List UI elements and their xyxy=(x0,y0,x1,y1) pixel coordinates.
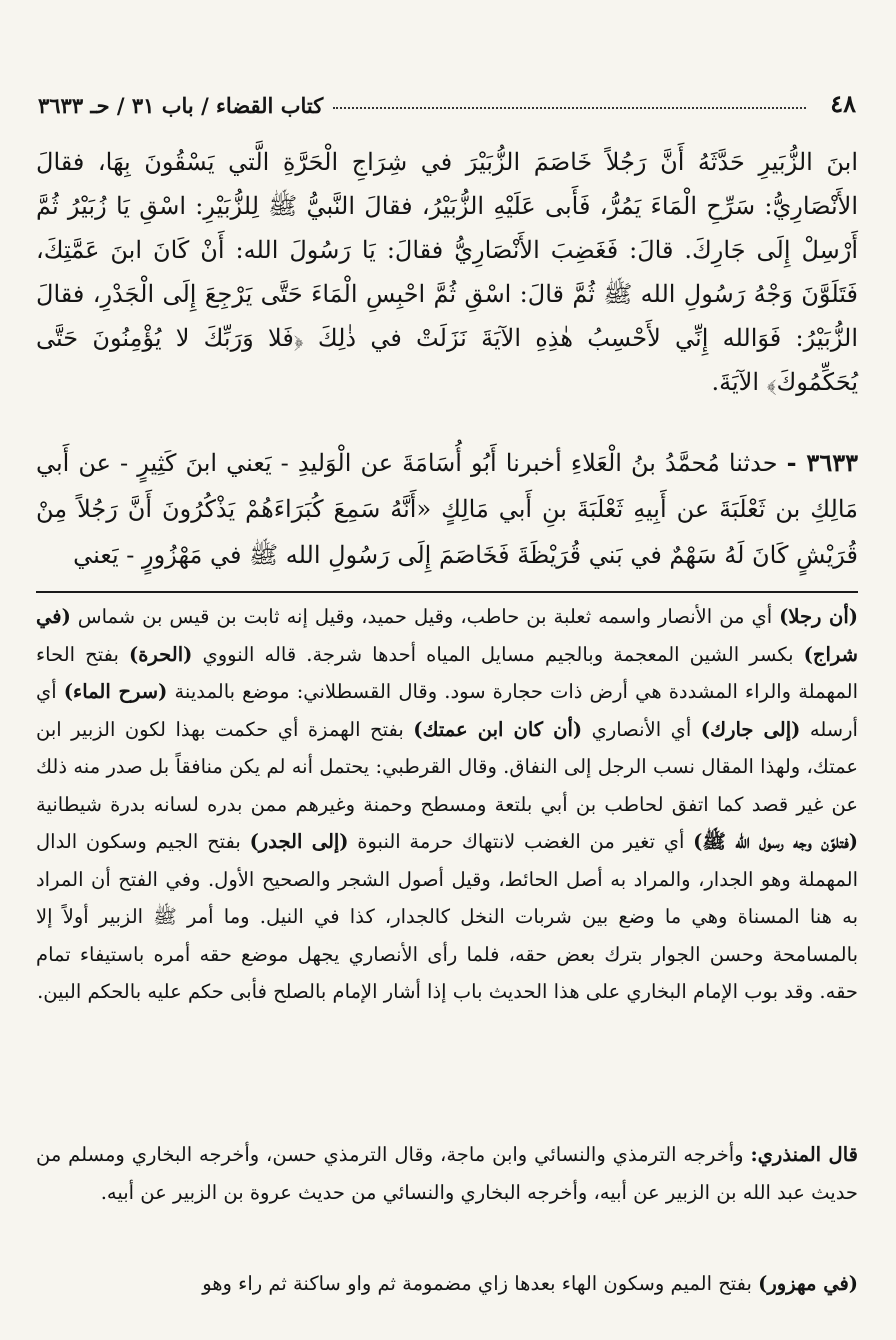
text-segment: أي الأنصاري xyxy=(582,717,701,741)
text-segment: وأخرجه الترمذي والنسائي وابن ماجة، وقال الترمذي حسن، وأخرجه البخاري ومسلم من حديث عبد الله بن الزبير عن أبيه، وأخرجه البخاري والنسائي من حديث عروة بن الزبير عن أبيه. xyxy=(36,1143,858,1204)
text-segment: بفتح الحاء المهملة والراء المشددة هي أرض ذات حجارة سود. وقال القسطلاني: موضع بالمدينة xyxy=(36,642,858,703)
text-segment: بكسر الشين المعجمة وبالجيم مسايل المياه أحدها شرجة. قاله النووي xyxy=(192,642,804,666)
commentary-paragraph xyxy=(36,598,858,1011)
header-dot-leader xyxy=(333,107,806,109)
text-segment: بفتح الميم وسكون الهاء بعدها زاي مضمومة ثم واو ساكنة ثم راء وهو xyxy=(202,1272,759,1295)
bold-term: (إلى الجدر) xyxy=(249,830,349,853)
bold-term: (في شراج) xyxy=(36,605,858,666)
text-segment: بفتح الجيم وسكون الدال المهملة وهو الجدار، والمراد به أصل الحائط، وقيل أصول الشجر والصحيح الأول. وفي الفتح أن المراد به هنا المسناة وهي ما وضع بين شربات النخل كالجدار، كذا في النيل. وما أمر ﷺ الزبير أولاً إلا بالمسامحة وحسن الجوار بترك بعض حقه، فلما رأى الأنصاري يجهل موضع حقه أمره باستيفاء تمام حقه. وقد بوب الإمام البخاري على هذا الحديث باب إذا أشار الإمام بالصلح فأبى حكم عليه بالحكم البين. xyxy=(36,830,858,1003)
hadith-number: ٣٦٣٣ - xyxy=(786,448,858,477)
text-segment: أي من الأنصار واسمه ثعلبة بن حاطب، وقيل حميد، وقيل إنه ثابت بن قيس بن شماس xyxy=(70,605,780,628)
bold-term: (في مهزور) xyxy=(758,1272,858,1295)
bold-term: (أن كان ابن عمتك) xyxy=(413,717,583,741)
bold-term: (إلى جارك) xyxy=(700,717,801,741)
bold-term: (سرح الماء) xyxy=(63,680,168,703)
hadith-3633 xyxy=(36,440,858,578)
hadith-main-text: ابنَ الزُّبَيرِ حَدَّثَهُ أَنَّ رَجُلاً خَاصَمَ الزُّبَيْرَ في شِرَاجِ الْحَرَّةِ الَّتي يَسْقُونَ بِهَا، فقالَ الأَنْصَارِيُّ: سَرِّحِ الْمَاءَ يَمُرُّ، فَأَبى عَلَيْهِ الزُّبَيْرُ، فقالَ النَّبيُّ ﷺ لِلزُّبَيْرِ: اسْقِ يَا زُبَيْرُ ثُمَّ أَرْسِلْ إِلَى جَارِكَ. قالَ: فَغَضِبَ الأَنْصَارِيُّ فقالَ: يَا رَسُولَ الله: أَنْ كَانَ ابنَ عَمَّتِكَ، فَتَلَوَّنَ وَجْهُ رَسُولِ الله ﷺ ثُمَّ قالَ: اسْقِ ثُمَّ احْبِسِ الْمَاءَ حَتَّى يَرْجِعَ إِلَى الْجَدْرِ، فقالَ الزُّبَيْرُ: فَوَالله إِنِّي لأَحْسِبُ هٰذِهِ الآيَةَ نَزَلَتْ في ذٰلِكَ ﴿فَلا وَرَبِّكَ لا يُؤْمِنُونَ حَتَّى يُحَكِّمُوكَ﴾ الآيَةَ. xyxy=(36,148,858,396)
running-header xyxy=(38,78,856,118)
hadith-text: حدثنا مُحمَّدُ بنُ الْعَلاءِ أخبرنا أَبُو أُسَامَةَ عن الْوَليدِ - يَعني ابنَ كَثِيرٍ - عن أَبي مَالِكِ بن ثَعْلَبَةَ عن أَبِيهِ ثَعْلَبَةَ بنِ أَبي مَالِكٍ «أَنَّهُ سَمِعَ كُبَرَاءَهُمْ يَذْكُرُونَ أَنَّ رَجُلاً مِنْ قُرَيْشٍ كَانَ لَهُ سَهْمٌ في بَني قُرَيْظَةَ فَخَاصَمَ إِلَى رَسُولِ الله ﷺ في مَهْزُورٍ - يَعني xyxy=(36,449,858,569)
footnote-divider xyxy=(36,591,858,593)
bold-term: (فتلوّن وجه رسول الله ﷺ) xyxy=(693,830,859,853)
page-number: ٤٨ xyxy=(830,89,856,118)
bold-term: (الحرة) xyxy=(128,642,193,666)
bold-term: قال المنذري: xyxy=(750,1143,858,1166)
text-segment: أي أرسله xyxy=(36,680,858,741)
mahzur-note xyxy=(36,1265,858,1303)
mundhiri-note xyxy=(36,1136,858,1211)
text-segment: بفتح الهمزة أي حكمت بهذا لكون الزبير ابن عمتك، ولهذا المقال نسب الرجل إلى النفاق. وقال القرطبي: يحتمل أنه لم يكن منافقاً بل صدر منه ذلك عن غير قصد كما اتفق لحاطب بن أبي بلتعة ومسطح وحمنة وغيرهم ممن بدره لسانه بدرة شيطانية xyxy=(36,717,858,816)
header-title: كتاب القضاء / باب ٣١ / حـ ٣٦٣٣ xyxy=(38,93,324,118)
bold-term: (أن رجلا) xyxy=(779,605,858,628)
text-segment: أي تغير من الغضب لانتهاك حرمة النبوة xyxy=(348,830,694,853)
